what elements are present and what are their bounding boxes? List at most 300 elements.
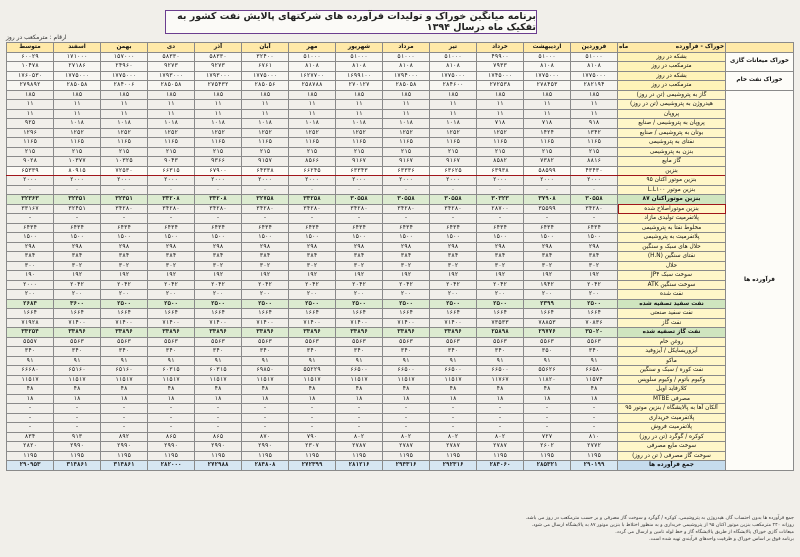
table-cell: ۱۷۹۳۰۰۰	[195, 71, 242, 81]
table-cell: ۲۹۰۹۵۳	[7, 461, 54, 471]
table-cell: -	[524, 423, 571, 433]
table-cell: -	[289, 413, 336, 423]
table-cell: ۲۱۵	[383, 147, 430, 157]
row-label: کوکره / گوگرد (تن در روز)	[618, 432, 726, 442]
table-cell: ۷۹۳۳	[477, 62, 524, 72]
table-cell: ۳۴۸۹۶	[195, 328, 242, 338]
table-cell: ۱۱	[101, 100, 148, 110]
table-cell: -	[54, 423, 101, 433]
table-cell: ۲۰۰	[195, 290, 242, 300]
table-cell: ۳۶۰۰	[54, 299, 101, 309]
table-cell: ۱۸۵	[524, 90, 571, 100]
table-cell: ۲۱۵	[54, 147, 101, 157]
table-cell: -	[336, 214, 383, 224]
table-cell: ۱۶۶۴	[101, 309, 148, 319]
header-month-label	[618, 43, 726, 53]
table-row	[7, 62, 794, 72]
table-cell: ۲۷۸۴۵۳	[524, 81, 571, 91]
table-cell: ۳۰۳۲۳	[477, 195, 524, 205]
table-cell: ۱۱	[289, 100, 336, 110]
table-cell: ۶۴۳۴	[195, 223, 242, 233]
table-cell: -	[195, 413, 242, 423]
table-cell: ۱۵۰۰	[148, 233, 195, 243]
header-month: فروردین	[571, 43, 618, 53]
table-cell: ۹۱	[101, 356, 148, 366]
table-cell: ۳۸۴	[289, 252, 336, 262]
table-cell: ۱۱۶۵	[571, 138, 618, 148]
row-label: نفتای سنگین (H.N)	[618, 252, 726, 262]
table-row	[7, 128, 794, 138]
table-cell: ۹۱	[477, 356, 524, 366]
table-cell: ۵۱۰۰۰	[571, 52, 618, 62]
table-cell: ۱۴۲۴	[524, 128, 571, 138]
table-cell: ۳۸۴	[54, 252, 101, 262]
table-cell: ۳۲۴۵۱	[54, 195, 101, 205]
table-cell: ۸۰۲	[430, 432, 477, 442]
table-cell: ۲۰۴۲	[430, 280, 477, 290]
table-cell: ۱۱	[524, 109, 571, 119]
table-cell: ۲۰۰	[430, 290, 477, 300]
header-month: اردیبهشت	[524, 43, 571, 53]
table-cell: ۱۱۵۱۷	[148, 375, 195, 385]
table-cell: ۱۸	[571, 394, 618, 404]
table-cell: ۳۴۰	[195, 347, 242, 357]
table-row	[7, 166, 794, 176]
table-cell: ۳۰۵۵۸	[430, 195, 477, 205]
table-cell: ۵۵۵۷	[7, 337, 54, 347]
table-cell: ۳۴۸۹۶	[242, 328, 289, 338]
table-cell: ۲۰۴۲	[242, 280, 289, 290]
table-cell: ۹۲۷۳	[148, 62, 195, 72]
table-cell: ۳۳۲۰۸	[148, 195, 195, 205]
table-cell: ۲۹۸	[54, 242, 101, 252]
table-cell: ۳۴۰	[477, 347, 524, 357]
table-cell: ۶۵۱۶۰	[101, 366, 148, 376]
row-label: وکیوم باتوم / وکیوم سلوپس	[618, 375, 726, 385]
table-cell: ۲۸۵۰۵۸	[148, 81, 195, 91]
table-cell: ۱۱	[336, 109, 383, 119]
table-cell: ۵۱۰۰۰	[524, 52, 571, 62]
table-cell: ۲۵۰۰	[383, 299, 430, 309]
table-cell: ۲۹۸	[195, 242, 242, 252]
table-cell: -	[242, 214, 289, 224]
table-cell: ۲۷۷۲	[571, 442, 618, 452]
table-cell: ۱۷۷۵۰۰۰	[430, 71, 477, 81]
table-cell: ۱۸	[101, 394, 148, 404]
table-cell: ۷۲۵۳۰	[101, 166, 148, 176]
table-row	[7, 233, 794, 243]
table-cell: ۸۱۰۸	[430, 62, 477, 72]
category-cell: خوراک نفت خام	[726, 71, 794, 90]
table-cell: ۹۱	[7, 356, 54, 366]
table-cell: ۸۳۴	[7, 432, 54, 442]
table-cell: ۲۷۲۵۳۸	[477, 81, 524, 91]
table-cell: -	[383, 413, 430, 423]
table-cell: ۵۵۶۳	[430, 337, 477, 347]
table-row	[7, 223, 794, 233]
table-cell: ۲۰۴۲	[336, 280, 383, 290]
table-cell: ۳۰۵۵۸	[383, 195, 430, 205]
table-row	[7, 71, 794, 81]
table-cell: ۲۰۰۰	[195, 176, 242, 186]
table-cell: -	[242, 423, 289, 433]
table-cell: ۲۸۵۰۵۸	[383, 81, 430, 91]
table-cell: -	[54, 214, 101, 224]
table-cell: ۸۰۲	[336, 432, 383, 442]
header-corner	[726, 43, 794, 53]
table-cell: -	[336, 404, 383, 414]
table-cell: ۵۵۶۳	[477, 337, 524, 347]
table-cell: ۲۸۴۸۰۸	[242, 461, 289, 471]
row-label: مترمکعب در روز	[618, 62, 726, 72]
header-month: متوسط	[7, 43, 54, 53]
table-cell: ۳۳۱۶۷	[7, 204, 54, 214]
table-row	[7, 385, 794, 395]
table-cell: ۱۸	[524, 394, 571, 404]
table-cell: ۹۱۸	[571, 119, 618, 129]
table-cell: ۱۸۵	[101, 90, 148, 100]
table-cell: ۱۱۵۷۴	[571, 375, 618, 385]
table-cell: ۱۲۵۲	[148, 128, 195, 138]
table-cell: ۱۵۰۰	[195, 233, 242, 243]
table-cell: ۲۹۹۰	[148, 442, 195, 452]
table-cell: ۱۱	[148, 109, 195, 119]
table-cell: ۸۱۰۸	[336, 62, 383, 72]
footnote-line: روزانه ۲۴۰ مترمکعب بنزین موتور اکتان ۹۵ از پتروشیمی خریداری و به منظور اختلاط با بنزین موتور ۸۷ به پالایشگاه ارسال می شود.	[531, 523, 794, 528]
table-cell: ۱۹۲	[524, 271, 571, 281]
table-cell: ۱۶۶۴	[571, 309, 618, 319]
table-cell: ۱۵۰۰	[430, 233, 477, 243]
table-cell: ۱۵۰۰	[54, 233, 101, 243]
table-cell: ۱۲۵۲	[336, 128, 383, 138]
table-cell: ۲۰۴۲	[101, 280, 148, 290]
table-cell: ۰	[101, 185, 148, 195]
row-label: حلال	[618, 261, 726, 271]
table-cell: ۶۴۳۴	[477, 223, 524, 233]
table-cell: ۱۵۰۰	[289, 233, 336, 243]
table-cell: ۲۰۰	[101, 290, 148, 300]
table-cell: ۶۴۳۴	[524, 223, 571, 233]
table-cell: ۲۰۰۰	[477, 176, 524, 186]
table-cell: ۲۰۰۰	[571, 176, 618, 186]
row-label: بنزین	[618, 166, 726, 176]
row-label: نفت سفید تصفیه شده	[618, 299, 726, 309]
table-cell: ۶۶۵۰۰	[477, 366, 524, 376]
table-cell: ۲۰۰۰	[242, 176, 289, 186]
table-cell: ۱۷۷۵۰۰۰	[571, 71, 618, 81]
table-cell: ۶۷۶۱	[242, 62, 289, 72]
table-cell: ۵۸۳۳۰	[195, 52, 242, 62]
table-cell: ۲۱۵	[148, 147, 195, 157]
table-cell: ۲۹۸	[148, 242, 195, 252]
table-cell: ۹۱۳	[54, 432, 101, 442]
table-cell: ۱۷۷۵۰۰۰	[524, 71, 571, 81]
table-row	[7, 195, 794, 205]
table-cell: ۱۱۹۵	[101, 451, 148, 461]
table-cell: ۳۸۴	[571, 252, 618, 262]
table-cell: -	[7, 413, 54, 423]
table-cell: ۱۱۵۱۷	[336, 375, 383, 385]
table-cell: ۳۴۲۸۰	[242, 204, 289, 214]
table-cell: ۳۸۴	[195, 252, 242, 262]
table-cell: ۷۱۴۰۰	[101, 318, 148, 328]
header-month: دی	[148, 43, 195, 53]
table-cell: ۵۵۶۳	[242, 337, 289, 347]
table-cell: ۷۱۸	[477, 119, 524, 129]
table-cell: ۲۶۸۴	[7, 299, 54, 309]
table-cell: ۴۸	[477, 385, 524, 395]
table-cell: ۱۱۶۵	[477, 138, 524, 148]
table-cell: ۱۹۲	[430, 271, 477, 281]
table-cell: ۲۱۵	[289, 147, 336, 157]
row-label: نفت سفید صنعتی	[618, 309, 726, 319]
table-cell: ۱۰۱۸	[54, 119, 101, 129]
table-cell: ۲۰۴۲	[571, 280, 618, 290]
table-cell: ۳۴۸۹۶	[101, 328, 148, 338]
table-cell: ۶۴۳۴	[242, 223, 289, 233]
table-cell: ۶۹۸۵۰	[242, 366, 289, 376]
table-cell: ۲۸۱۲۱۶	[336, 461, 383, 471]
row-label: آیزوریسایکل / آیزوفید	[618, 347, 726, 357]
table-cell: ۲۷۸۷	[477, 442, 524, 452]
row-label: سوخت سنگین ATK	[618, 280, 726, 290]
table-cell: ۲۸۷۰۰	[477, 204, 524, 214]
table-cell: ۱۷۹۴۰۰۰	[383, 71, 430, 81]
table-cell: ۸۶۵	[148, 432, 195, 442]
table-cell: ۱۸۵	[336, 90, 383, 100]
table-cell: -	[430, 423, 477, 433]
table-cell: ۱۹۴۲	[524, 280, 571, 290]
table-cell: ۱۱۵۱۷	[430, 375, 477, 385]
table-cell: ۳۴۸۹۶	[148, 328, 195, 338]
table-cell: ۵۵۶۳	[336, 337, 383, 347]
row-label: نفتای به پتروشیمی	[618, 138, 726, 148]
table-cell: ۲۶۰۲	[524, 442, 571, 452]
table-cell: ۲۸۵۳۲۱	[524, 461, 571, 471]
row-label: پروپان به پتروشیمی / صنایع	[618, 119, 726, 129]
table-cell: ۶۴۳۴	[430, 223, 477, 233]
table-cell: ۹۱	[148, 356, 195, 366]
table-cell: ۱۰۳۲۵	[101, 157, 148, 167]
table-cell: -	[7, 423, 54, 433]
table-cell: ۲۰۰۰	[524, 176, 571, 186]
table-cell: ۳۵۰	[524, 347, 571, 357]
table-cell: ۸۱۰۸	[289, 62, 336, 72]
header-corner-text: خوراک - فرآورده	[675, 44, 724, 50]
table-cell: ۶۰۰۲۹	[7, 52, 54, 62]
table-cell: ۱۱	[336, 100, 383, 110]
table-cell: ۱۰۱۸	[101, 119, 148, 129]
table-cell: -	[101, 404, 148, 414]
table-cell: ۵۵۶۳	[383, 337, 430, 347]
table-cell: -	[242, 413, 289, 423]
table-cell: ۶۴۳۳۸	[242, 166, 289, 176]
table-cell: ۲۹۸	[336, 242, 383, 252]
table-cell: ۲۰۰	[289, 290, 336, 300]
table-cell: -	[148, 423, 195, 433]
table-cell: ۳۴۲۸۰	[195, 204, 242, 214]
table-cell: ۱۸۵	[7, 90, 54, 100]
table-cell: ۳۴۰	[242, 347, 289, 357]
table-cell: ۱۱۵۱۷	[7, 375, 54, 385]
table-cell: ۰	[148, 185, 195, 195]
table-cell: -	[477, 404, 524, 414]
table-cell: ۱۶۶۴	[430, 309, 477, 319]
table-row	[7, 432, 794, 442]
table-cell: ۲۷۸۷	[383, 442, 430, 452]
table-row	[7, 375, 794, 385]
table-cell: ۱۲۵۲	[383, 128, 430, 138]
table-cell: ۲۰۴۲	[195, 280, 242, 290]
table-cell: -	[336, 413, 383, 423]
table-cell: ۵۵۶۳	[195, 337, 242, 347]
page-title: برنامه میانگین خوراک و تولیدات فرآورده های شرکتهای پالایش نفت کشور به تفکیک ماه درسال ۱۳۹۴	[165, 10, 537, 34]
table-cell: ۲۱۵	[524, 147, 571, 157]
table-cell: ۱۲۵۲	[195, 128, 242, 138]
table-cell: ۲۷۱۸۶	[54, 62, 101, 72]
table-cell: ۲۹۸	[242, 242, 289, 252]
table-cell: ۵۵۶۳	[54, 337, 101, 347]
table-cell: ۲۰۰	[477, 290, 524, 300]
row-label: مترمکعب در روز	[618, 81, 726, 91]
table-cell: ۶۶۲۴۵	[289, 166, 336, 176]
table-cell: ۲۹۰۱۹۹	[571, 461, 618, 471]
table-cell: ۸۰۲	[383, 432, 430, 442]
table-cell: ۶۴۳۴	[54, 223, 101, 233]
table-cell: ۶۴۳۴	[7, 223, 54, 233]
table-cell: ۰	[571, 185, 618, 195]
table-cell: ۲۸۴۰۶۰	[477, 461, 524, 471]
table-cell: ۴۹۹۰۰	[477, 52, 524, 62]
table-row	[7, 176, 794, 186]
table-cell: ۸۱۰۸	[524, 62, 571, 72]
table-cell: ۳۰۲	[477, 261, 524, 271]
table-cell: ۱۸	[477, 394, 524, 404]
table-cell: ۶۴۳۴	[383, 223, 430, 233]
table-cell: ۱۱	[242, 100, 289, 110]
table-cell: ۳۴۸۹۶	[383, 328, 430, 338]
table-cell: ۱۵۰۰	[101, 233, 148, 243]
table-cell: ۹۰۴۳	[148, 157, 195, 167]
table-cell: ۲۰۴۲	[477, 280, 524, 290]
table-cell: ۳۸۴	[524, 252, 571, 262]
table-cell: ۹۳۶۶	[195, 157, 242, 167]
unit-note: ارقام : مترمکعب در روز	[6, 34, 67, 41]
table-cell: ۱۰۳۷۷	[54, 157, 101, 167]
table-cell: -	[101, 413, 148, 423]
table-cell: ۲۵۸۹۸	[477, 328, 524, 338]
table-cell: ۱۸۵	[195, 90, 242, 100]
table-cell: ۶۴۳۴	[148, 223, 195, 233]
table-cell: ۲۰۰۰	[54, 176, 101, 186]
table-cell: ۲۰۰	[571, 290, 618, 300]
footnotes	[234, 515, 794, 543]
row-label: گاز مایع	[618, 157, 726, 167]
table-cell: ۲۰۰۰	[430, 176, 477, 186]
table-cell: ۱۸	[148, 394, 195, 404]
table-row	[7, 138, 794, 148]
table-cell: ۲۹۸	[571, 242, 618, 252]
table-cell: ۱۹۲	[383, 271, 430, 281]
table-cell: ۴۸	[571, 385, 618, 395]
table-cell: ۱۱۶۵	[336, 138, 383, 148]
table-cell: -	[7, 214, 54, 224]
table-cell: ۲۰۰۰	[101, 176, 148, 186]
row-label: بنزین موتور اکتان ۹۵	[618, 176, 726, 186]
table-cell: ۱۱	[148, 100, 195, 110]
table-cell: ۲۹۸	[289, 242, 336, 252]
table-cell: -	[195, 423, 242, 433]
table-cell: ۱۶۶۴	[7, 309, 54, 319]
table-row	[7, 52, 794, 62]
table-cell: ۱۹۲	[242, 271, 289, 281]
table-cell: ۷۱۸	[524, 119, 571, 129]
table-cell: ۶۳۳۳۶	[383, 166, 430, 176]
row-label: بنزین موتوراکتان ۸۷	[618, 195, 726, 205]
table-cell: ۷۰۸۳۶	[571, 318, 618, 328]
table-cell: ۱۲۵۲	[477, 128, 524, 138]
table-cell: ۲۹۸	[477, 242, 524, 252]
table-cell: ۱۶۶۴	[477, 309, 524, 319]
table-cell: ۹۱	[383, 356, 430, 366]
table-cell: ۶۴۳۴	[289, 223, 336, 233]
table-cell: -	[524, 404, 571, 414]
table-cell: ۱۸۵	[289, 90, 336, 100]
table-cell: ۴۸	[336, 385, 383, 395]
table-cell: ۱۷۶۰۵۳۰	[7, 71, 54, 81]
table-cell: ۲۰۴۲	[54, 280, 101, 290]
header-month: اسفند	[54, 43, 101, 53]
table-cell: ۸۰۲	[477, 432, 524, 442]
table-cell: ۳۵۵۹۹	[524, 204, 571, 214]
table-cell: ۳۴۸۹۶	[289, 328, 336, 338]
table-cell: ۷۳۸۲	[524, 157, 571, 167]
table-cell: ۲۹۴۳۱۶	[383, 461, 430, 471]
table-cell: ۱۸۵	[148, 90, 195, 100]
table-cell: ۰	[54, 185, 101, 195]
table-row	[7, 271, 794, 281]
table-cell: ۱۸۵	[54, 90, 101, 100]
table-row	[7, 442, 794, 452]
table-cell: -	[524, 214, 571, 224]
table-cell: ۱۱	[571, 100, 618, 110]
table-cell: ۳۴۰	[54, 347, 101, 357]
table-cell: ۲۰۰۰	[7, 280, 54, 290]
row-label: جمع فرآورده ها	[618, 461, 726, 471]
table-cell: ۲۸۴۶۰۰	[430, 81, 477, 91]
table-cell: -	[383, 423, 430, 433]
header-month: آذر	[195, 43, 242, 53]
table-cell: ۸۷۰	[242, 432, 289, 442]
table-cell: ۲۹۷۷۶	[524, 328, 571, 338]
table-cell: ۱۲۵۲	[101, 128, 148, 138]
table-cell: ۷۲۷	[524, 432, 571, 442]
table-row	[7, 356, 794, 366]
table-cell: ۱۵۰۰	[477, 233, 524, 243]
footnote-line: میعانات گازی خوراک پالایشگاه از طریق پالایشگاه گاز و خط لوله تامین و ارسال می گردد.	[615, 530, 794, 535]
table-cell: ۳۲۴۰۰	[242, 52, 289, 62]
table-cell: ۳۲۴۵۱	[54, 204, 101, 214]
table-cell: ۱۵۰۰	[242, 233, 289, 243]
table-cell: ۲۱۵	[195, 147, 242, 157]
table-cell: ۱۱	[477, 100, 524, 110]
table-cell: ۵۱۰۰۰	[289, 52, 336, 62]
table-cell: ۲۹۸	[101, 242, 148, 252]
table-cell: ۹۱۶۷	[430, 157, 477, 167]
table-cell: ۶۵۳۳۹	[7, 166, 54, 176]
table-cell: -	[289, 404, 336, 414]
table-cell: ۳۲۴۵۱	[101, 195, 148, 205]
